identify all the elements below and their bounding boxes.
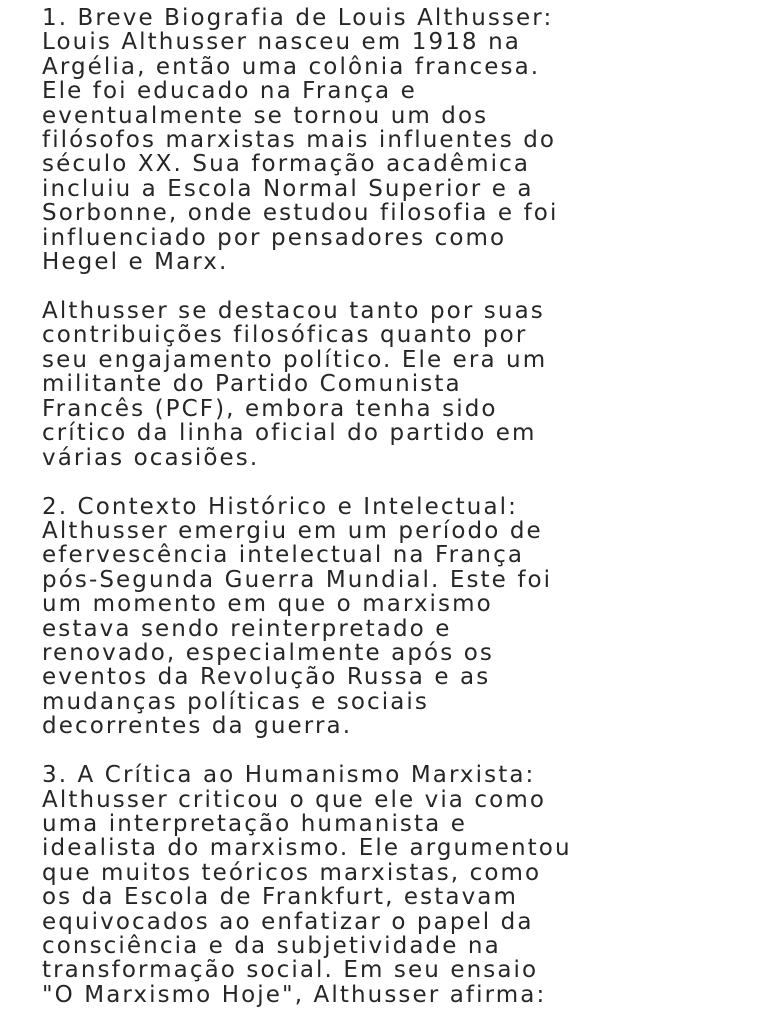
text-line: consciência e da subjetividade na <box>42 933 501 959</box>
text-line: idealista do marxismo. Ele argumentou <box>42 835 572 862</box>
text-line: "O Marxismo Hoje", Althusser afirma: <box>42 981 547 1008</box>
text-line: pós-Segunda Guerra Mundial. Este foi <box>42 566 553 593</box>
text-line: filósofos marxistas mais influentes do <box>42 127 557 154</box>
text-line: 3. A Crítica ao Humanismo Marxista: <box>42 762 536 789</box>
text-line: Ele foi educado na França e <box>42 78 417 105</box>
text-line: Althusser se destacou tanto por suas <box>42 298 545 325</box>
text-line: transformação social. Em seu ensaio <box>42 957 539 984</box>
paragraph-humanism-critique <box>42 763 738 1007</box>
text-line: seu engajamento político. Ele era um <box>42 346 548 373</box>
text-line: efervescência intelectual na França <box>42 542 525 569</box>
text-line: incluiu a Escola Normal Superior e a <box>42 175 534 202</box>
text-line: militante do Partido Comunista <box>42 371 462 398</box>
text-line: eventualmente se tornou um dos <box>42 102 489 129</box>
text-line: um momento em que o marxismo <box>42 591 493 618</box>
text-line: eventos da Revolução Russa e as <box>42 664 491 691</box>
text-line: Francês (PCF), embora tenha sido <box>42 395 498 422</box>
text-line: Sorbonne, onde estudou filosofia e foi <box>42 200 559 227</box>
text-line: Althusser emergiu em um período de <box>42 517 543 544</box>
text-line: contribuições filosóficas quanto por <box>42 322 528 349</box>
text-line: influenciado por pensadores como <box>42 224 507 251</box>
text-line: estava sendo reinterpretado e <box>42 615 452 642</box>
text-line: Althusser criticou o que ele via como <box>42 786 547 813</box>
text-line: século XX. Sua formação acadêmica <box>42 151 531 178</box>
text-line: equivocados ao enfatizar o papel da <box>42 908 534 935</box>
text-line: uma interpretação humanista e <box>42 810 467 837</box>
paragraph-political-engagement <box>42 299 738 470</box>
text-line: mudanças políticas e sociais <box>42 688 429 715</box>
text-line: Louis Althusser nasceu em 1918 na <box>42 29 521 56</box>
text-line: Argélia, então uma colônia francesa. <box>42 53 541 80</box>
text-line: renovado, especialmente após os <box>42 639 494 666</box>
text-line: Hegel e Marx. <box>42 249 229 276</box>
paragraph-biography <box>42 6 738 274</box>
text-line: crítico da linha oficial do partido em <box>42 420 537 447</box>
text-line: os da Escola de Frankfurt, estavam <box>42 884 518 911</box>
text-line: várias ocasiões. <box>42 444 260 471</box>
paragraph-historical-context <box>42 495 738 739</box>
text-line: decorrentes da guerra. <box>42 713 353 740</box>
text-line: que muitos teóricos marxistas, como <box>42 859 542 886</box>
text-line: 2. Contexto Histórico e Intelectual: <box>42 493 518 520</box>
text-line: 1. Breve Biografia de Louis Althusser: <box>42 5 554 31</box>
